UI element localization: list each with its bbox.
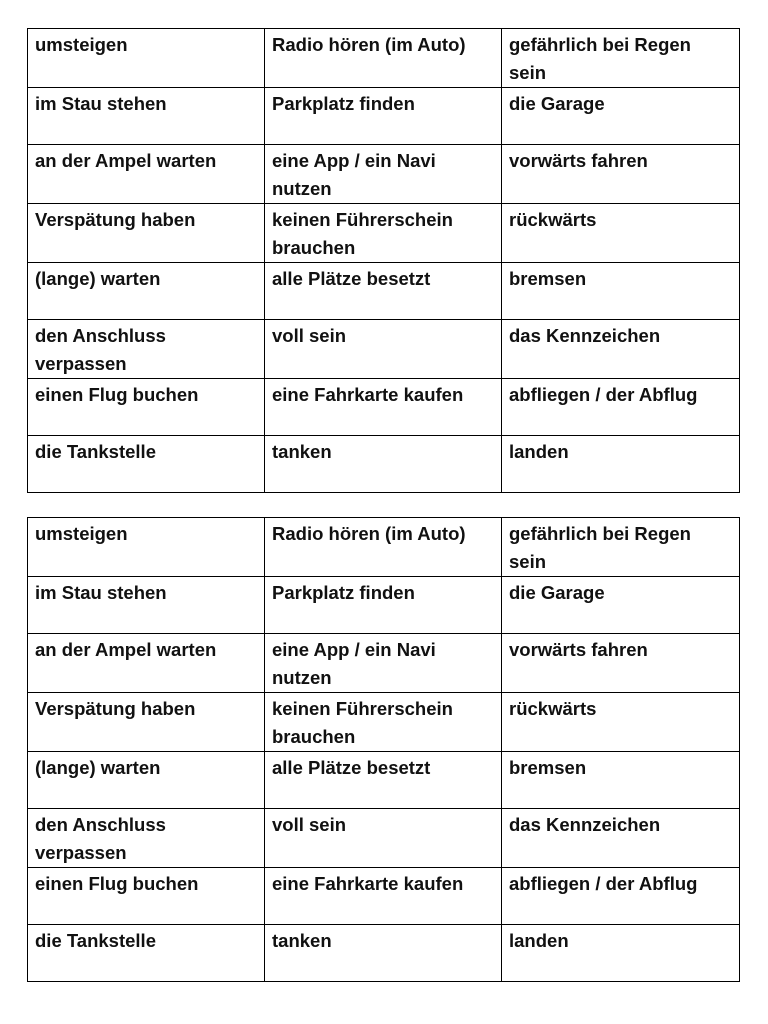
table-cell: tanken bbox=[265, 925, 502, 982]
table-row bbox=[28, 577, 740, 634]
table-cell: voll sein bbox=[265, 809, 502, 868]
table-cell: alle Plätze besetzt bbox=[265, 752, 502, 809]
table-cell: einen Flug buchen bbox=[28, 379, 265, 436]
table-row bbox=[28, 634, 740, 693]
table-cell: keinen Führerschein brauchen bbox=[265, 204, 502, 263]
table-row bbox=[28, 925, 740, 982]
table-cell: vorwärts fahren bbox=[502, 145, 740, 204]
table-row bbox=[28, 379, 740, 436]
table-cell: bremsen bbox=[502, 752, 740, 809]
table-row bbox=[28, 29, 740, 88]
table-row bbox=[28, 88, 740, 145]
table-cell: bremsen bbox=[502, 263, 740, 320]
vocabulary-table-body bbox=[28, 518, 740, 982]
table-cell: an der Ampel warten bbox=[28, 145, 265, 204]
table-cell: umsteigen bbox=[28, 518, 265, 577]
table-cell: umsteigen bbox=[28, 29, 265, 88]
table-cell: eine Fahrkarte kaufen bbox=[265, 379, 502, 436]
table-cell: (lange) warten bbox=[28, 263, 265, 320]
vocabulary-table-top bbox=[27, 28, 740, 493]
vocabulary-table-bottom bbox=[27, 517, 740, 982]
table-cell: den Anschluss verpassen bbox=[28, 809, 265, 868]
table-cell: rückwärts bbox=[502, 693, 740, 752]
table-cell: vorwärts fahren bbox=[502, 634, 740, 693]
table-row bbox=[28, 145, 740, 204]
table-row bbox=[28, 263, 740, 320]
table-cell: Parkplatz finden bbox=[265, 577, 502, 634]
vocabulary-table-body bbox=[28, 29, 740, 493]
table-cell: abfliegen / der Abflug bbox=[502, 868, 740, 925]
table-cell: die Tankstelle bbox=[28, 925, 265, 982]
table-cell: Verspätung haben bbox=[28, 204, 265, 263]
table-cell: tanken bbox=[265, 436, 502, 493]
table-row bbox=[28, 320, 740, 379]
table-row bbox=[28, 693, 740, 752]
table-cell: im Stau stehen bbox=[28, 577, 265, 634]
table-row bbox=[28, 518, 740, 577]
table-cell: das Kennzeichen bbox=[502, 809, 740, 868]
table-cell: rückwärts bbox=[502, 204, 740, 263]
table-cell: Radio hören (im Auto) bbox=[265, 29, 502, 88]
table-cell: landen bbox=[502, 925, 740, 982]
table-row bbox=[28, 868, 740, 925]
table-cell: an der Ampel warten bbox=[28, 634, 265, 693]
table-cell: abfliegen / der Abflug bbox=[502, 379, 740, 436]
table-cell: die Garage bbox=[502, 577, 740, 634]
table-cell: einen Flug buchen bbox=[28, 868, 265, 925]
table-cell: gefährlich bei Regen sein bbox=[502, 518, 740, 577]
table-cell: voll sein bbox=[265, 320, 502, 379]
table-cell: eine App / ein Navi nutzen bbox=[265, 634, 502, 693]
table-cell: eine Fahrkarte kaufen bbox=[265, 868, 502, 925]
table-cell: gefährlich bei Regen sein bbox=[502, 29, 740, 88]
table-cell: Radio hören (im Auto) bbox=[265, 518, 502, 577]
table-cell: Parkplatz finden bbox=[265, 88, 502, 145]
table-cell: den Anschluss verpassen bbox=[28, 320, 265, 379]
table-cell: die Garage bbox=[502, 88, 740, 145]
table-cell: alle Plätze besetzt bbox=[265, 263, 502, 320]
table-row bbox=[28, 436, 740, 493]
table-row bbox=[28, 809, 740, 868]
table-cell: landen bbox=[502, 436, 740, 493]
table-cell: im Stau stehen bbox=[28, 88, 265, 145]
table-cell: Verspätung haben bbox=[28, 693, 265, 752]
table-cell: das Kennzeichen bbox=[502, 320, 740, 379]
table-row bbox=[28, 204, 740, 263]
table-cell: keinen Führerschein brauchen bbox=[265, 693, 502, 752]
table-cell: die Tankstelle bbox=[28, 436, 265, 493]
table-row bbox=[28, 752, 740, 809]
table-cell: (lange) warten bbox=[28, 752, 265, 809]
table-cell: eine App / ein Navi nutzen bbox=[265, 145, 502, 204]
